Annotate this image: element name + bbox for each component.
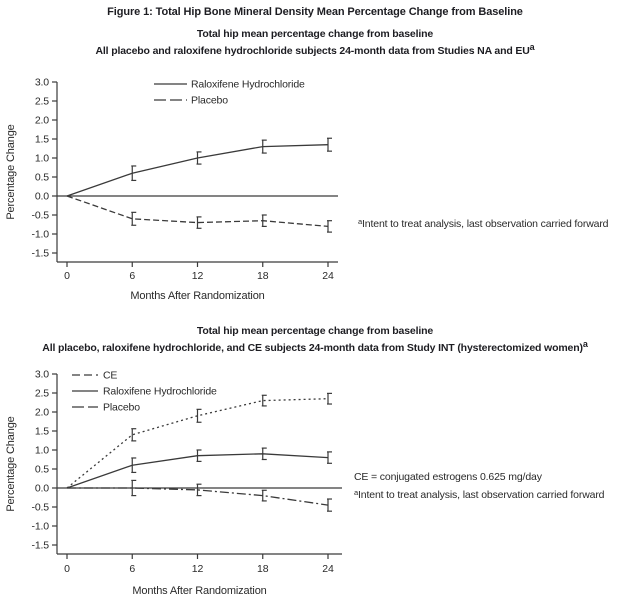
chart2-footnote-itt-text: Intent to treat analysis, last observation carried forward xyxy=(358,489,605,501)
chart2-subtitle-superscript: a xyxy=(582,339,588,349)
x-axis-title: Months After Randomization xyxy=(130,290,265,302)
y-tick-label: 2.5 xyxy=(34,95,49,108)
y-tick-label: -0.5 xyxy=(31,209,49,222)
y-tick-label: 0.5 xyxy=(34,171,49,184)
y-tick-label: 2.0 xyxy=(34,406,49,419)
y-tick-label: 1.0 xyxy=(34,444,49,457)
y-tick-label: -1.0 xyxy=(31,228,49,241)
x-tick-label: 12 xyxy=(191,270,204,282)
chart2-subtitle-line1: Total hip mean percentage change from baseline xyxy=(196,325,434,337)
y-tick-label: 1.5 xyxy=(34,425,49,438)
chart2-footnote-itt xyxy=(354,485,604,503)
y-tick-label: 0.0 xyxy=(34,190,49,203)
y-tick-label: 0.5 xyxy=(34,463,49,476)
y-tick-label: 0.0 xyxy=(34,482,49,495)
x-tick-label: 24 xyxy=(322,270,334,282)
chart2-footnote-ce xyxy=(354,467,604,485)
chart1-subtitle-superscript: a xyxy=(529,42,535,52)
x-tick-label: 18 xyxy=(257,563,269,575)
legend-label: Placebo xyxy=(191,94,228,107)
y-tick-label: -1.0 xyxy=(31,520,49,533)
chart1-footnote-text: Intent to treat analysis, last observation carried forward xyxy=(362,218,609,230)
chart2-subtitle-line2-text: All placebo, raloxifene hydrochloride, and CE subjects 24-month data from Study INT (hysterectomized women) xyxy=(42,342,583,354)
chart1-subtitle-line1: Total hip mean percentage change from baseline xyxy=(196,28,434,40)
chart2-subtitle-line2 xyxy=(0,339,630,354)
chart2-footnote-itt-superscript: a xyxy=(354,488,359,497)
figure-title: Figure 1: Total Hip Bone Mineral Density Mean Percentage Change from Baseline xyxy=(107,6,523,18)
x-axis-title: Months After Randomization xyxy=(132,585,267,597)
y-tick-label: -1.5 xyxy=(31,539,49,552)
chart1-plot xyxy=(0,64,630,308)
legend-label: Raloxifene Hydrochloride xyxy=(191,78,305,91)
y-tick-label: -0.5 xyxy=(31,501,49,514)
chart1-subtitle-line2 xyxy=(0,42,630,57)
chart1-footnote xyxy=(358,214,608,232)
y-axis-title: Percentage Change xyxy=(5,124,17,220)
x-tick-label: 18 xyxy=(257,270,269,282)
y-tick-label: 2.0 xyxy=(34,114,49,127)
x-tick-label: 0 xyxy=(64,563,70,575)
y-tick-label: 2.5 xyxy=(34,387,49,400)
x-tick-label: 6 xyxy=(129,563,136,575)
y-tick-label: 1.0 xyxy=(34,152,49,165)
chart2-footnote-ce-text: CE = conjugated estrogens 0.625 mg/day xyxy=(354,471,542,483)
x-tick-label: 24 xyxy=(322,563,334,575)
x-tick-label: 0 xyxy=(64,270,70,282)
y-tick-label: 1.5 xyxy=(34,133,49,146)
chart1-subtitle-line2-text: All placebo and raloxifene hydrochloride subjects 24-month data from Studies NA and EU xyxy=(95,45,530,57)
y-tick-label: 3.0 xyxy=(34,368,49,381)
y-tick-label: 3.0 xyxy=(34,76,49,89)
legend-label: Placebo xyxy=(103,401,140,414)
legend-label: Raloxifene Hydrochloride xyxy=(103,385,217,398)
y-axis-title: Percentage Change xyxy=(5,416,17,512)
y-tick-label: -1.5 xyxy=(31,247,49,260)
chart2-footnote-block xyxy=(354,467,604,503)
x-tick-label: 12 xyxy=(191,563,204,575)
chart1-footnote-superscript: a xyxy=(358,217,363,226)
legend-label: CE xyxy=(103,369,118,382)
x-tick-label: 6 xyxy=(129,270,136,282)
